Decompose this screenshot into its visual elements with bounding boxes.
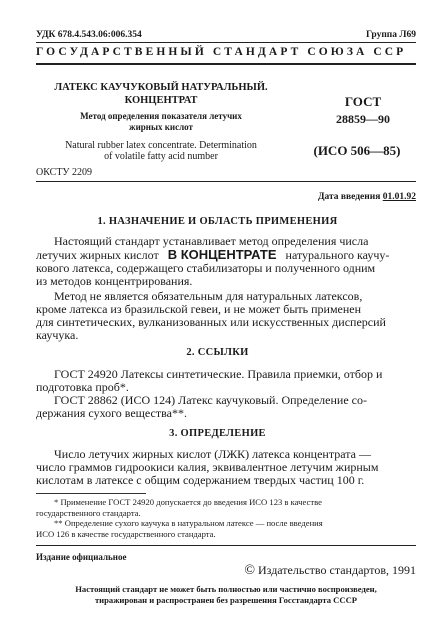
s2-line-2: подготовка проб*. <box>36 380 129 394</box>
section-1-paragraph-2 <box>36 290 416 342</box>
header-rule <box>36 42 416 43</box>
s1-line-2a: летучих жирных кислот <box>36 248 159 262</box>
intro-date <box>290 192 416 202</box>
s1p2-line-2: кроме латекса из бразильской гевеи, и не может быть применен <box>36 302 362 316</box>
iso-reference: (ИСО 506—85) <box>313 143 401 158</box>
gost-number: 28859—90 <box>336 112 390 126</box>
footnote-1-line-1: * Применение ГОСТ 24920 допускается до введения ИСО 123 в качестве <box>54 497 322 507</box>
subtitle-ru-line-1: Метод определения показателя летучих <box>80 111 242 121</box>
section-2-title: 2. ССЫЛКИ <box>186 347 249 358</box>
copyright-line <box>230 563 416 579</box>
copyright-icon: © <box>244 563 255 578</box>
copyright-text: Издательство стандартов, 1991 <box>258 563 416 577</box>
udk-code: УДК 678.4.543.06:006.354 <box>36 30 142 40</box>
footer-rule <box>36 545 416 546</box>
footnote-2-line-2: ИСО 126 в качестве государственного стандарта. <box>36 528 216 539</box>
s1p2-line-4: каучука. <box>36 328 79 342</box>
s3-line-3: кислотам в латексе с общим содержанием твердых частиц 100 г. <box>36 473 365 487</box>
s1p2-line-1: Метод не является обязательным для натуральных латексов, <box>54 289 363 303</box>
s1-line-2b: натурального каучу- <box>285 248 390 262</box>
footnote-2-line-1: ** Определение сухого каучука в натуральном латексе — после введения <box>54 518 323 528</box>
s3-line-2: число граммов гидроокиси калия, эквивалентное летучим жирным <box>36 460 379 474</box>
title-ru-line-1: ЛАТЕКС КАУЧУКОВЫЙ НАТУРАЛЬНЫЙ. <box>54 82 268 93</box>
subtitle-ru-line-2: жирных кислот <box>129 122 193 132</box>
s2-line-1: ГОСТ 24920 Латексы синтетические. Правила приемки, отбор и <box>54 367 383 381</box>
s1-line-1: Настоящий стандарт устанавливает метод определения числа <box>54 234 369 248</box>
state-standard-banner: ГОСУДАРСТВЕННЫЙ СТАНДАРТ СОЮЗА ССР <box>36 46 407 58</box>
title-rule <box>36 181 416 182</box>
banner-rule <box>36 63 416 65</box>
footnote-separator <box>36 493 146 494</box>
reproduction-notice-line-2: тиражирован и распространен без разрешения Госстандарта СССР <box>94 595 358 605</box>
section-3-title: 3. ОПРЕДЕЛЕНИЕ <box>169 428 266 439</box>
reproduction-notice-line-1: Настоящий стандарт не может быть полностью или частично воспроизведен, <box>75 584 377 594</box>
title-en-line-2: of volatile fatty acid number <box>104 151 218 162</box>
s3-line-1: Число летучих жирных кислот (ЛЖК) латекса концентрата — <box>54 447 371 461</box>
s1-line-4: из методов концентрирования. <box>36 274 193 288</box>
s1-line-3: кового латекса, содержащего стабилизаторы и полученного одним <box>36 261 376 275</box>
s2-line-4: держания сухого вещества**. <box>36 406 187 420</box>
s1-line-2 <box>36 248 416 262</box>
s1-overlay-text: В КОНЦЕНТРАТЕ <box>167 247 277 262</box>
official-edition: Издание официальное <box>36 552 127 562</box>
s2-line-3: ГОСТ 28862 (ИСО 124) Латекс каучуковый. Определение со- <box>54 393 367 407</box>
section-1-paragraph-1 <box>36 235 416 288</box>
intro-date-label: Дата введения <box>317 192 381 202</box>
section-1-title: 1. НАЗНАЧЕНИЕ И ОБЛАСТЬ ПРИМЕНЕНИЯ <box>97 216 338 227</box>
section-3-body <box>36 448 416 487</box>
s1p2-line-3: для синтетических, вулканизованных или искусственных дисперсий <box>36 315 386 329</box>
title-en-line-1: Natural rubber latex concentrate. Determination <box>65 140 257 151</box>
title-ru-line-2: КОНЦЕНТРАТ <box>124 95 198 106</box>
footnote-1-line-2: государственного стандарта. <box>36 507 141 518</box>
section-2-body <box>36 368 416 420</box>
gost-label: ГОСТ <box>344 94 382 109</box>
intro-date-value: 01.01.92 <box>382 192 416 202</box>
footnotes <box>36 497 416 539</box>
group-code: Группа Л69 <box>365 30 416 40</box>
okstu-code: ОКСТУ 2209 <box>36 167 93 178</box>
